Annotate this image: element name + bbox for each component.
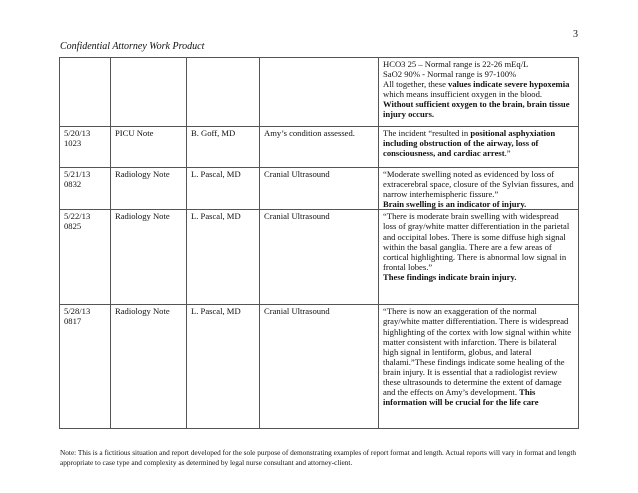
entry-time: 0817	[64, 316, 82, 327]
entry-date: 5/22/13	[64, 211, 91, 222]
summary-segment: “Moderate swelling noted as evidenced by loss of extracerebral space, closure of the Sylvian fissures, and narrow interhemispheric fissure.”	[383, 169, 574, 200]
summary-segment: All together, these	[383, 79, 449, 90]
table-row	[60, 127, 579, 168]
summary-segment: HCO3 25 – Normal range is 22-26 mEq/L	[383, 59, 529, 69]
summary-segment: SaO2 90% - Normal range is 97-100%	[383, 69, 517, 80]
summary-segment: The incident “resulted in	[383, 128, 471, 138]
summary-cell	[379, 210, 579, 305]
summary-segment: .”	[504, 148, 511, 159]
date-time-cell	[60, 127, 111, 168]
date-time-cell	[60, 168, 111, 210]
summary-segment: “There is now an exaggeration of the normal gray/white matter differentiation. There is widespread highlighting of the cortex with low signal within white matter consistent with infarction. There is bilateral high signal in lentiform, globus, and lateral thalami.”	[383, 306, 572, 367]
subject-cell: Amy’s condition assessed.	[260, 127, 379, 168]
document-header: Confidential Attorney Work Product	[60, 41, 205, 52]
table-row	[60, 168, 579, 210]
note-type-cell: PICU Note	[111, 127, 187, 168]
date-time-cell	[60, 210, 111, 305]
table-row	[60, 305, 579, 429]
summary-emphasis: positional asphyxiation including obstruction of the airway, loss of consciousness, and cardiac arrest	[383, 128, 556, 159]
summary-cell	[379, 58, 579, 127]
date-time-cell	[60, 305, 111, 429]
author-cell: L. Pascal, MD	[187, 305, 260, 429]
summary-text	[383, 306, 574, 407]
disclaimer-footnote: Note: This is a fictitious situation and report developed for the sole purpose of demonstrating examples of report format and length. Actual reports will vary in format and length appropriate to case type and complexity as determined by legal nurse consultant and attorney-client.	[60, 448, 576, 467]
note-type-cell: Radiology Note	[111, 210, 187, 305]
summary-cell	[379, 305, 579, 429]
medical-records-table	[59, 57, 579, 429]
date-time-cell	[60, 58, 111, 127]
subject-cell: Cranial Ultrasound	[260, 305, 379, 429]
author-cell: L. Pascal, MD	[187, 168, 260, 210]
subject-cell	[260, 58, 379, 127]
note-type-cell	[111, 58, 187, 127]
summary-segment: which means insufficient oxygen in the blood.	[383, 89, 543, 100]
summary-cell	[379, 168, 579, 210]
note-type-cell: Radiology Note	[111, 305, 187, 429]
summary-text	[383, 211, 574, 282]
entry-time: 0832	[64, 179, 82, 190]
summary-text	[383, 59, 574, 120]
summary-text	[383, 169, 574, 209]
author-cell	[187, 58, 260, 127]
summary-emphasis: Without sufficient oxygen to the brain, brain tissue injury occurs.	[383, 99, 570, 120]
table-row	[60, 210, 579, 305]
entry-date: 5/20/13	[64, 128, 91, 138]
table-body	[60, 58, 579, 429]
subject-cell: Cranial Ultrasound	[260, 210, 379, 305]
table-row	[60, 58, 579, 127]
note-type-cell: Radiology Note	[111, 168, 187, 210]
summary-cell	[379, 127, 579, 168]
subject-cell: Cranial Ultrasound	[260, 168, 379, 210]
author-cell: L. Pascal, MD	[187, 210, 260, 305]
summary-segment: These findings indicate some healing of the brain injury. It is essential that a radiologist review these ultrasounds to determine the extent of damage and the effects on Amy’s development.	[383, 356, 565, 398]
summary-emphasis: This information will be crucial for the life care	[383, 387, 539, 408]
summary-emphasis: Brain swelling is an indicator of injury.	[383, 199, 527, 210]
entry-time: 1023	[64, 138, 82, 149]
page-number: 3	[573, 29, 578, 40]
summary-emphasis: values indicate severe hypoxemia	[448, 79, 570, 90]
summary-emphasis: These findings indicate brain injury.	[383, 271, 517, 282]
entry-date: 5/21/13	[64, 169, 91, 179]
entry-time: 0825	[64, 221, 82, 232]
entry-date: 5/28/13	[64, 306, 91, 317]
summary-segment: “There is moderate brain swelling with widespread loss of gray/white matter differentiation in the parietal and occipital lobes. There is some diffuse high signal within the basal ganglia. There are a few areas of cortical highlighting. There is abnormal low signal in frontal lobes.”	[383, 211, 570, 272]
summary-text	[383, 128, 574, 158]
author-cell: B. Goff, MD	[187, 127, 260, 168]
